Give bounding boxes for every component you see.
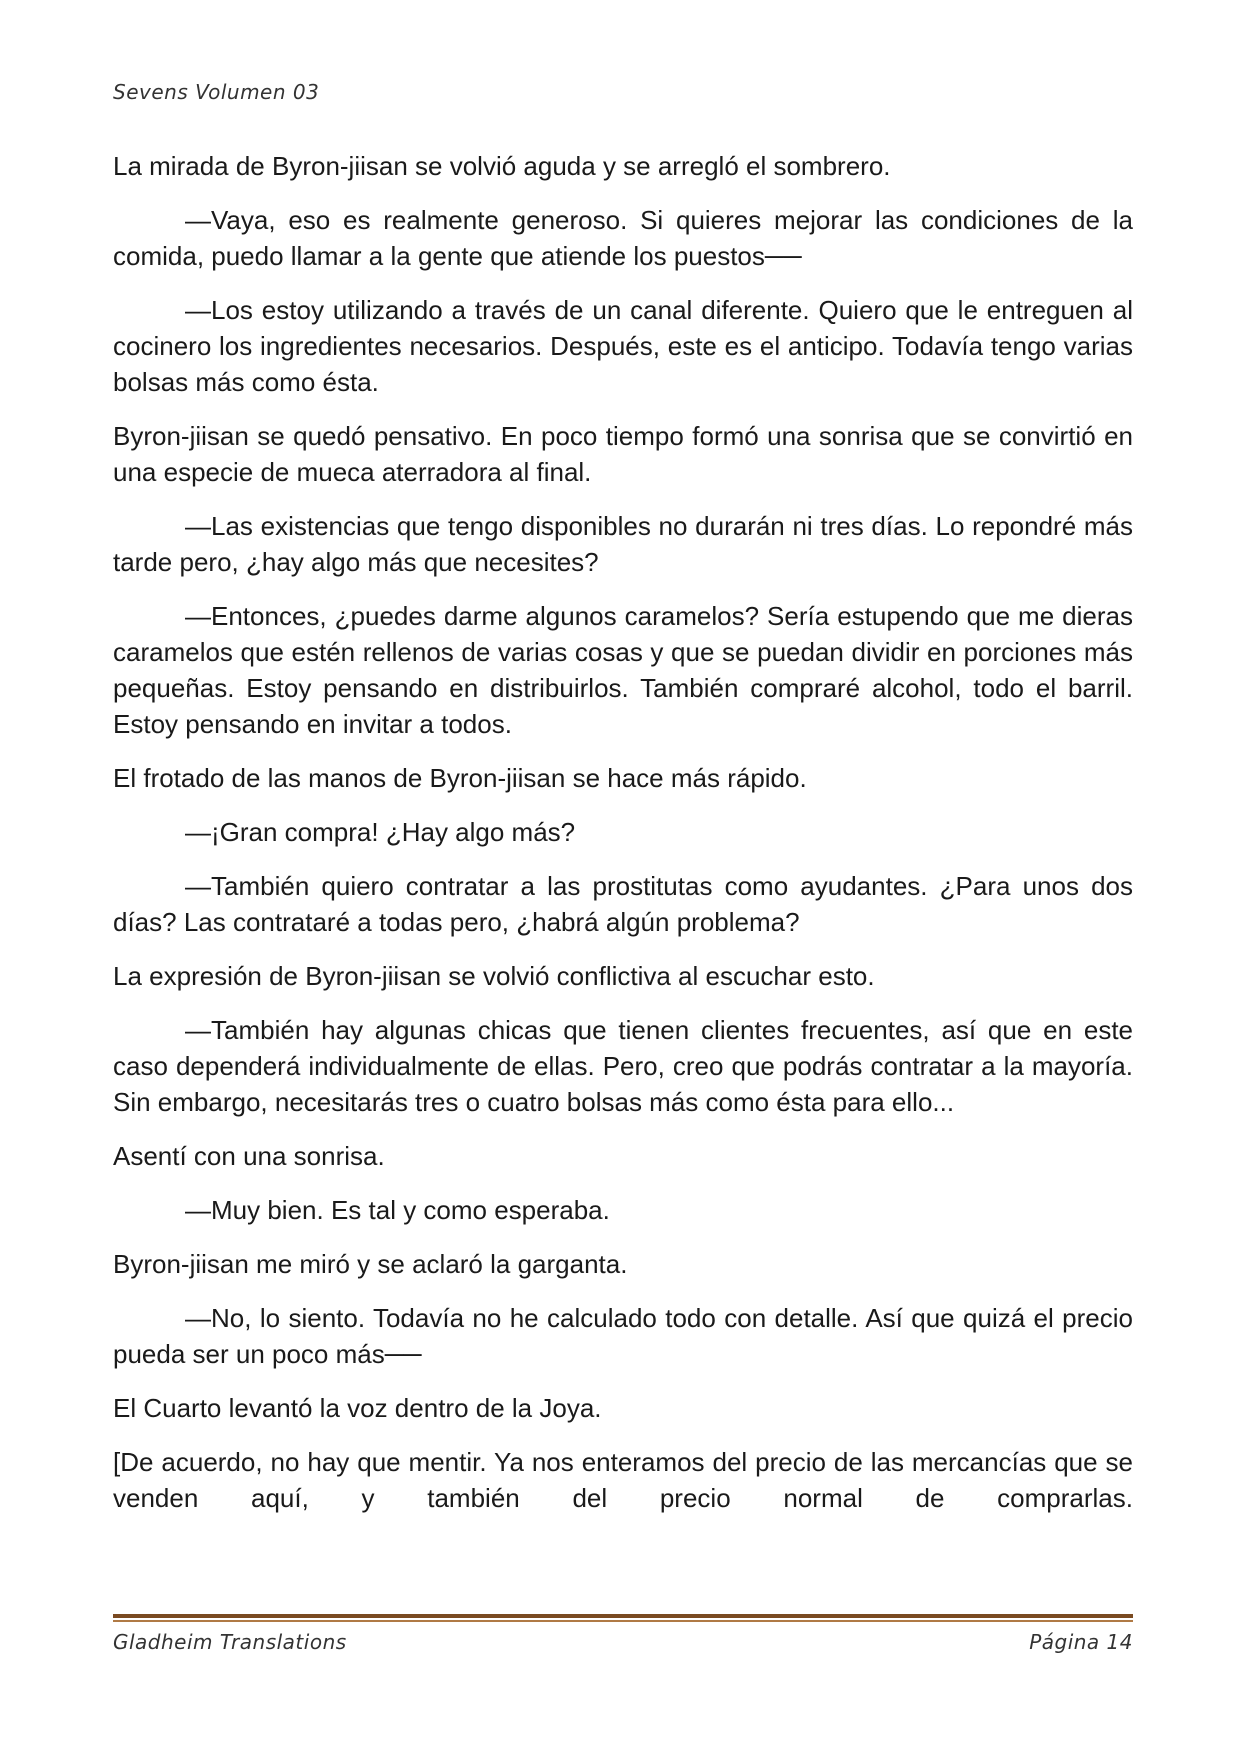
paragraph: —También quiero contratar a las prostitutas como ayudantes. ¿Para unos dos días? Las contrataré a todas pero, ¿habrá algún problema? — [113, 871, 1133, 937]
paragraph: Asentí con una sonrisa. — [113, 1141, 385, 1171]
paragraph: —No, lo siento. Todavía no he calculado todo con detalle. Así que quizá el precio pueda ser un poco más── — [113, 1303, 1133, 1369]
footer-divider — [113, 1614, 1133, 1622]
paragraph: —Vaya, eso es realmente generoso. Si quieres mejorar las condiciones de la comida, puedo llamar a la gente que atiende los puestos── — [113, 205, 1133, 271]
paragraph: —Los estoy utilizando a través de un canal diferente. Quiero que le entreguen al cocinero los ingredientes necesarios. Después, este es el anticipo. Todavía tengo varias bolsas más como ésta. — [113, 295, 1133, 397]
paragraph: —También hay algunas chicas que tienen clientes frecuentes, así que en este caso dependerá individualmente de ellas. Pero, creo que podrás contratar a la mayoría. Sin embargo, necesitarás tres o cuatro bolsas más como ésta para ello... — [113, 1015, 1133, 1117]
paragraph: El frotado de las manos de Byron-jiisan se hace más rápido. — [113, 763, 807, 793]
page-header: Sevens Volumen 03 — [113, 80, 320, 104]
paragraph: El Cuarto levantó la voz dentro de la Joya. — [113, 1393, 602, 1423]
paragraph: —Muy bien. Es tal y como esperaba. — [185, 1195, 610, 1225]
paragraph: —Entonces, ¿puedes darme algunos caramelos? Sería estupendo que me dieras caramelos que estén rellenos de varias cosas y que se puedan dividir en porciones más pequeñas. Estoy pensando en distribuirlos. También compraré alcohol, todo el barril. Estoy pensando en invitar a todos. — [113, 601, 1133, 739]
footer-divider-thin — [113, 1620, 1133, 1622]
paragraph: [De acuerdo, no hay que mentir. Ya nos enteramos del precio de las mercancías que se venden aquí, y también del precio normal de comprarlas. — [113, 1447, 1133, 1513]
paragraph: —¡Gran compra! ¿Hay algo más? — [185, 817, 576, 847]
footer-credit: Gladheim Translations — [113, 1630, 347, 1654]
page-number: Página 14 — [1029, 1630, 1133, 1654]
paragraph: —Las existencias que tengo disponibles no durarán ni tres días. Lo repondré más tarde pero, ¿hay algo más que necesites? — [113, 511, 1133, 577]
paragraph: Byron-jiisan me miró y se aclaró la garganta. — [113, 1249, 628, 1279]
paragraph: La expresión de Byron-jiisan se volvió conflictiva al escuchar esto. — [113, 961, 875, 991]
footer-divider-thick — [113, 1614, 1133, 1618]
paragraph: La mirada de Byron-jiisan se volvió aguda y se arregló el sombrero. — [113, 151, 891, 181]
paragraph: Byron-jiisan se quedó pensativo. En poco tiempo formó una sonrisa que se convirtió en una especie de mueca aterradora al final. — [113, 421, 1133, 487]
body-text — [113, 148, 1133, 1534]
